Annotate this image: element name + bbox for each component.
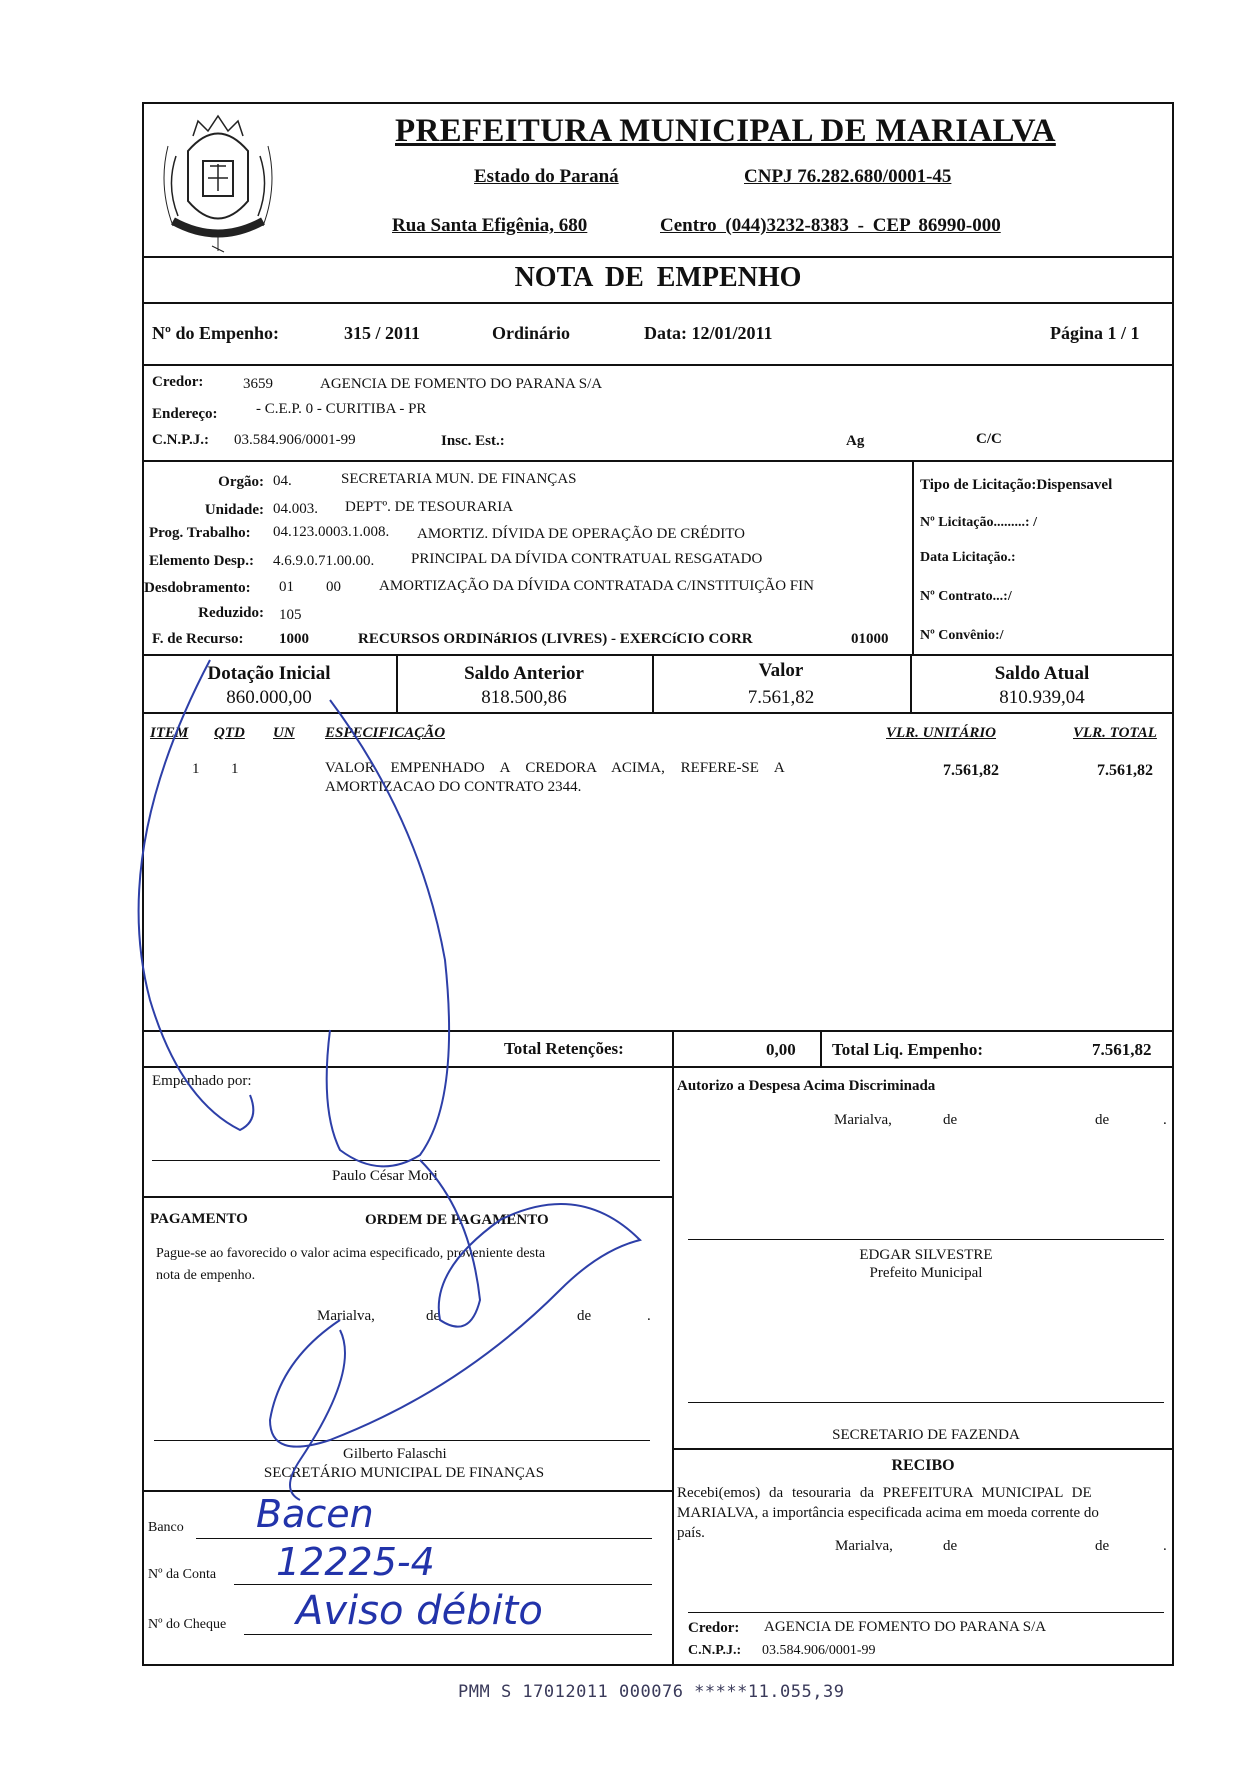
saldo-anterior-value: 818.500,86 [481,687,567,708]
autorizo-de-1: de [943,1112,958,1128]
recibo-period: . [1163,1538,1167,1554]
pagamento-text-line2: nota de empenho. [156,1268,256,1283]
prefeito-name: EDGAR SILVESTRE [859,1247,993,1263]
empenho-number: 315 / 2011 [344,323,421,343]
credor-name: AGENCIA DE FOMENTO DO PARANA S/A [320,376,603,392]
dotacao-inicial-label: Dotação Inicial [207,663,331,684]
signature-line [154,1440,650,1441]
prog-trabalho-name: AMORTIZ. DÍVIDA DE OPERAÇÃO DE CRÉDITO [417,526,745,542]
signature-line [688,1402,1164,1403]
recibo-title: RECIBO [891,1457,955,1474]
divider [142,1490,672,1492]
item-total-value: 7.561,82 [1097,762,1153,779]
divider [142,712,1174,714]
recibo-text-line1: Recebi(emos) da tesouraria da PREFEITURA MUNICIPAL DE [677,1485,1092,1501]
empenho-label: Nº do Empenho: [152,323,279,343]
field-line [234,1584,652,1585]
col-valor-total: VLR. TOTAL [1073,725,1157,741]
orgao-label: Orgão: [218,474,264,490]
item-quantity: 1 [231,761,239,777]
col-un: UN [273,725,295,741]
conta-corrente-label: C/C [976,431,1002,447]
col-especificacao: ESPECIFICAÇÃO [325,725,446,741]
item-spec-line1: VALOR EMPENHADO A CREDORA ACIMA, REFERE-SE A [325,760,785,776]
pagamento-label: PAGAMENTO [150,1211,248,1227]
ordem-pagamento-label: ORDEM DE PAGAMENTO [365,1212,549,1228]
total-retencoes-value: 0,00 [766,1040,796,1059]
item-number: 1 [192,761,200,777]
banco-label: Banco [148,1520,184,1535]
divider [142,1030,1174,1032]
elemento-code: 4.6.9.0.71.00.00. [273,553,375,569]
recurso-name: RECURSOS ORDINáRIOS (LIVRES) - EXERCíCIO CORR [358,631,753,647]
coat-of-arms-icon [148,106,288,256]
pagamento-de-1: de [426,1308,441,1324]
credor-label: Credor: [152,374,204,390]
pagamento-de-2: de [577,1308,592,1324]
recurso-number: 01000 [851,631,889,647]
agencia-label: Ag [846,433,865,449]
reduzido-label: Reduzido: [198,605,264,621]
recibo-place: Marialva, [835,1538,893,1554]
orgao-code: 04. [273,473,292,489]
col-valor-unitario: VLR. UNITÁRIO [886,725,997,741]
empenho-type: Ordinário [492,323,571,343]
total-liquido-value: 7.561,82 [1092,1040,1152,1059]
address-contact: Centro (044)3232-8383 - CEP 86990-000 [660,215,1001,236]
orgao-name: SECRETARIA MUN. DE FINANÇAS [341,471,577,487]
elemento-label: Elemento Desp.: [149,553,254,569]
divider [142,1196,672,1198]
signature-line [688,1612,1164,1613]
municipality-title: PREFEITURA MUNICIPAL DE MARIALVA [395,113,1056,149]
recibo-credor-label: Credor: [688,1620,740,1636]
divider [672,1066,674,1666]
unidade-name: DEPTº. DE TESOURARIA [345,499,514,515]
autorizo-period: . [1163,1112,1167,1128]
valor-value: 7.561,82 [747,687,815,708]
reduzido-value: 105 [279,607,302,623]
footer-stamp: PMM S 17012011 000076 *****11.055,39 [458,1682,845,1702]
divider [142,654,1174,656]
recurso-label: F. de Recurso: [152,631,244,647]
secretario-fazenda: SECRETARIO DE FAZENDA [832,1427,1020,1443]
signature-line [688,1239,1164,1240]
prog-trabalho-code: 04.123.0003.1.008. [273,524,390,540]
divider [142,460,1174,462]
valor-label: Valor [758,660,804,681]
divider [672,1448,1174,1450]
desdobramento-code-b: 00 [326,579,341,595]
tipo-licitacao: Tipo de Licitação:Dispensavel [920,477,1113,493]
item-spec-line2: AMORTIZACAO DO CONTRATO 2344. [325,779,582,795]
data-licitacao: Data Licitação.: [920,550,1016,565]
divider [142,364,1174,366]
desdobramento-name: AMORTIZAÇÃO DA DÍVIDA CONTRATADA C/INSTITUIÇÃO FIN [379,578,814,594]
empenhado-signer: Paulo César Mori [332,1168,438,1184]
recibo-cnpj-label: C.N.P.J.: [688,1643,742,1658]
street-address: Rua Santa Efigênia, 680 [392,215,588,236]
credor-code: 3659 [243,376,273,392]
banco-value: Bacen [256,1492,374,1536]
cheque-label: Nº do Cheque [148,1617,227,1632]
credor-cnpj: 03.584.906/0001-99 [234,432,356,448]
total-liquido-label: Total Liq. Empenho: [832,1040,983,1059]
endereco-value: - C.E.P. 0 - CURITIBA - PR [256,401,427,417]
divider [672,1030,674,1066]
pagamento-period: . [647,1308,651,1324]
divider [142,302,1174,304]
recibo-cnpj: 03.584.906/0001-99 [762,1643,876,1658]
pagamento-signer-title: SECRETÁRIO MUNICIPAL DE FINANÇAS [263,1465,545,1481]
field-line [244,1634,652,1635]
col-item: ITEM [150,725,189,741]
divider [820,1030,822,1066]
autorizo-place: Marialva, [834,1112,892,1128]
desdobramento-label: Desdobramento: [144,580,251,596]
prefeito-title: Prefeito Municipal [869,1265,983,1281]
saldo-anterior-label: Saldo Anterior [464,663,584,684]
empenho-date: Data: 12/01/2011 [644,323,773,343]
saldo-atual-value: 810.939,04 [999,687,1085,708]
signature-line [152,1160,660,1161]
page-number: Página 1 / 1 [1050,323,1140,343]
recibo-text-line2: MARIALVA, a importância especificada acima em moeda corrente do [677,1505,1099,1521]
pagamento-text-line1: Pague-se ao favorecido o valor acima especificado, proveniente desta [156,1246,546,1261]
divider [912,460,914,654]
municipality-cnpj: CNPJ 76.282.680/0001-45 [744,166,952,187]
cnpj-label: C.N.P.J.: [152,432,209,448]
unidade-code: 04.003. [273,501,318,517]
cheque-value: Aviso débito [296,1588,543,1634]
dotacao-inicial-value: 860.000,00 [226,687,312,708]
insc-est-label: Insc. Est.: [441,433,505,449]
state-name: Estado do Paraná [474,166,619,187]
empenhado-label: Empenhado por: [152,1073,252,1089]
item-unit-value: 7.561,82 [943,762,999,779]
divider [142,1066,1174,1068]
pagamento-signer: Gilberto Falaschi [343,1446,447,1462]
recibo-de-2: de [1095,1538,1110,1554]
total-retencoes-label: Total Retenções: [504,1039,624,1058]
conta-value: 12225-4 [276,1540,435,1584]
unidade-label: Unidade: [204,502,264,518]
divider [142,256,1174,258]
endereco-label: Endereço: [152,406,218,422]
numero-contrato: Nº Contrato...:/ [920,589,1012,604]
conta-label: Nº da Conta [148,1567,217,1582]
document-title: NOTA DE EMPENHO [514,262,802,293]
col-qtd: QTD [214,725,245,741]
elemento-name: PRINCIPAL DA DÍVIDA CONTRATUAL RESGATADO [411,551,763,567]
recibo-de-1: de [943,1538,958,1554]
recurso-code: 1000 [279,631,309,647]
recibo-text-line3: país. [677,1525,705,1541]
desdobramento-code-a: 01 [279,579,294,595]
pagamento-place: Marialva, [317,1308,375,1324]
prog-trabalho-label: Prog. Trabalho: [149,525,251,541]
field-line [196,1538,652,1539]
recibo-credor-name: AGENCIA DE FOMENTO DO PARANA S/A [764,1619,1047,1635]
saldo-atual-label: Saldo Atual [994,663,1090,684]
numero-licitacao: Nº Licitação.........: / [920,515,1037,530]
autorizo-de-2: de [1095,1112,1110,1128]
autorizo-label: Autorizo a Despesa Acima Discriminada [677,1078,936,1094]
numero-convenio: Nº Convênio:/ [920,628,1004,643]
